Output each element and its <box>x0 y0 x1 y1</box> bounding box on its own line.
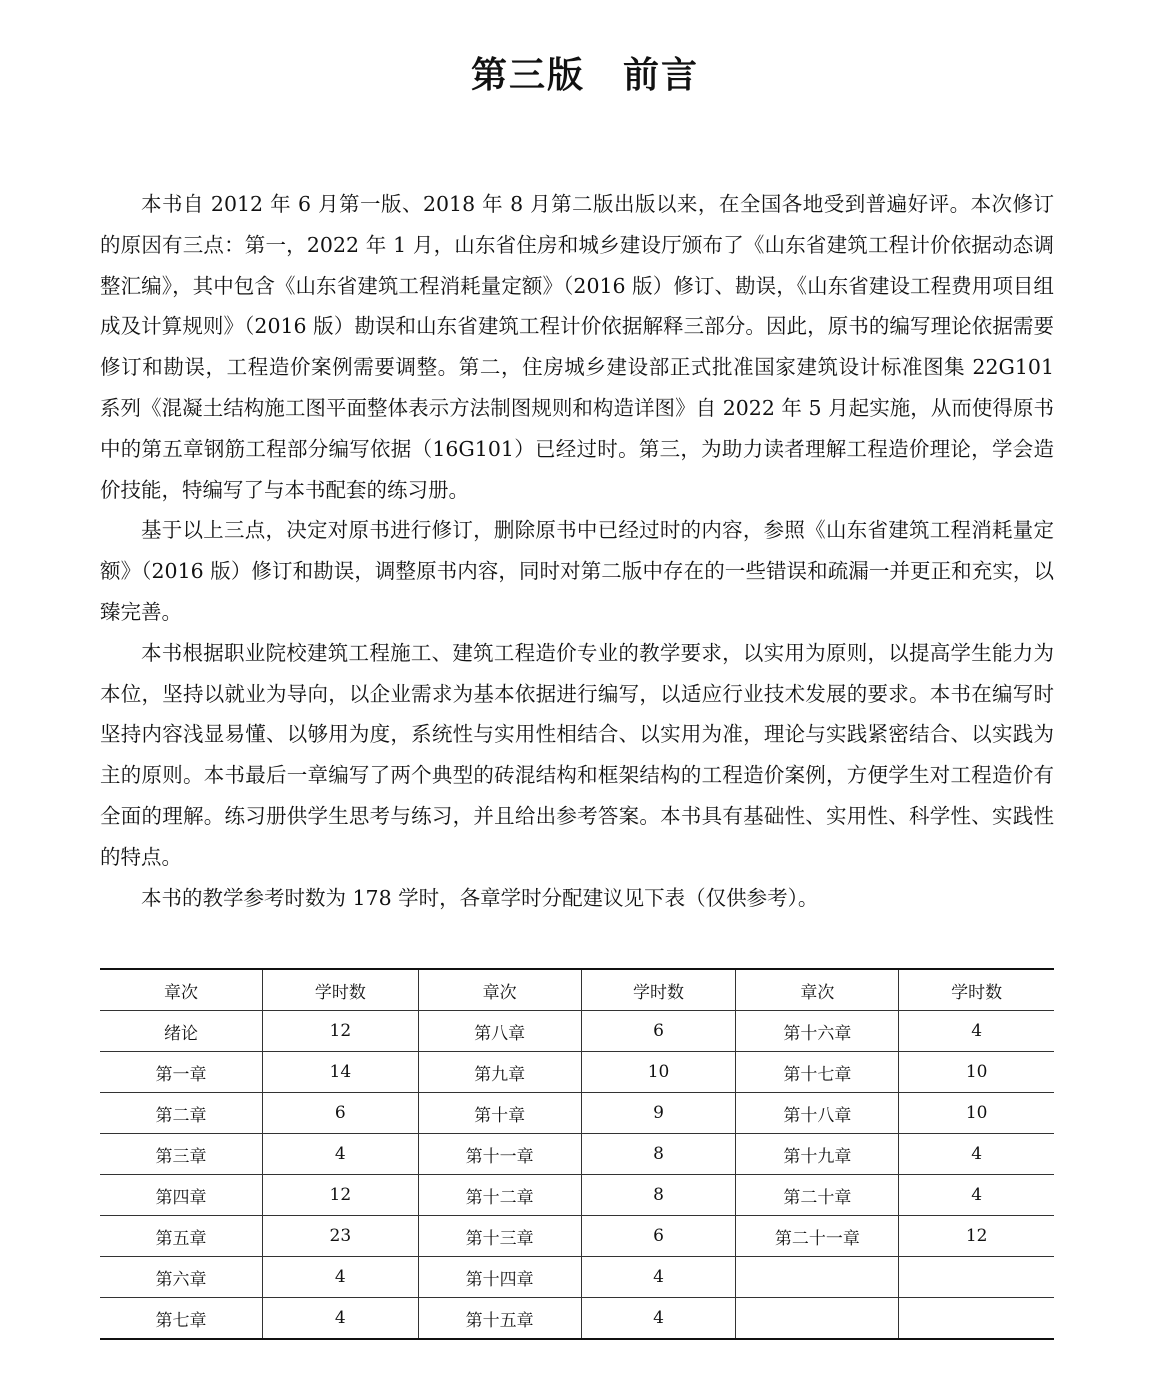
table-row <box>100 1011 418 1052</box>
table-row <box>736 1093 1054 1134</box>
hours-cell: 4 <box>334 1308 346 1328</box>
hours-cell: 4 <box>263 1134 418 1175</box>
chapter-cell: 第十二章 <box>418 1175 581 1216</box>
hours-cell: 10 <box>581 1052 736 1093</box>
table-row <box>418 1257 736 1298</box>
table-header-row <box>736 969 1054 1011</box>
table-header-row <box>100 969 418 1011</box>
chapter-cell: 第九章 <box>418 1052 581 1093</box>
hours-cell: 6 <box>263 1093 418 1134</box>
table-row <box>736 1298 1054 1340</box>
table-row <box>100 1052 418 1093</box>
table-row <box>418 1175 736 1216</box>
table-row <box>100 1257 418 1298</box>
chapter-cell: 第三章 <box>100 1134 263 1175</box>
hours-cell: 4 <box>263 1257 418 1298</box>
table-row <box>736 1011 1054 1052</box>
table-row <box>418 1011 736 1052</box>
hours-cell: 6 <box>581 1011 736 1052</box>
hours-cell: 10 <box>899 1093 1054 1134</box>
chapter-cell: 第十一章 <box>418 1134 581 1175</box>
chapter-cell <box>736 1298 899 1340</box>
paragraph-2: 基于以上三点，决定对原书进行修订，删除原书中已经过时的内容，参照《山东省建筑工程消耗量定额》（2016 版）修订和勘误，调整原书内容，同时对第二版中存在的一些错误和疏漏一并更正和充实，以臻完善。 <box>100 518 1054 624</box>
hours-cell: 12 <box>263 1175 418 1216</box>
chapter-cell: 第二十一章 <box>736 1216 899 1257</box>
chapter-cell: 第七章 <box>100 1298 263 1340</box>
chapter-cell: 第六章 <box>100 1257 263 1298</box>
chapter-cell: 第十章 <box>418 1093 581 1134</box>
hours-cell: 4 <box>653 1308 664 1328</box>
chapter-cell <box>736 1257 899 1298</box>
chapter-cell: 第四章 <box>100 1175 263 1216</box>
table-row <box>736 1134 1054 1175</box>
hours-cell: 9 <box>581 1093 736 1134</box>
table-row <box>736 1175 1054 1216</box>
preface-body <box>100 184 1054 918</box>
table-row <box>418 1093 736 1134</box>
hours-cell: 12 <box>263 1011 418 1052</box>
table-row <box>736 1052 1054 1093</box>
header-hours: 学时数 <box>581 969 736 1011</box>
header-hours: 学时数 <box>899 969 1054 1011</box>
hours-table-block-1 <box>100 968 418 1340</box>
table-row <box>418 1052 736 1093</box>
paragraph-3: 本书根据职业院校建筑工程施工、建筑工程造价专业的教学要求，以实用为原则，以提高学生能力为本位，坚持以就业为导向，以企业需求为基本依据进行编写，以适应行业技术发展的要求。本书在编写时坚持内容浅显易懂、以够用为度，系统性与实用性相结合、以实用为准，理论与实践紧密结合、以实践为主的原则。本书最后一章编写了两个典型的砖混结构和框架结构的工程造价案例，方便学生对工程造价有全面的理解。练习册供学生思考与练习，并且给出参考答案。本书具有基础性、实用性、科学性、实践性的特点。 <box>100 640 1054 869</box>
hours-cell: 6 <box>581 1216 736 1257</box>
table-row <box>100 1093 418 1134</box>
table-row <box>736 1216 1054 1257</box>
table-row <box>418 1298 736 1340</box>
chapter-cell: 第二十章 <box>736 1175 899 1216</box>
chapter-cell: 第八章 <box>418 1011 581 1052</box>
hours-cell: 4 <box>899 1134 1054 1175</box>
hours-cell: 8 <box>581 1134 736 1175</box>
header-chapter: 章次 <box>736 969 899 1011</box>
table-row <box>100 1298 418 1340</box>
hours-cell <box>899 1298 1054 1340</box>
header-chapter: 章次 <box>418 969 581 1011</box>
chapter-cell: 第十七章 <box>736 1052 899 1093</box>
chapter-cell: 第二章 <box>100 1093 263 1134</box>
hours-cell: 8 <box>581 1175 736 1216</box>
table-row <box>418 1216 736 1257</box>
table-row <box>100 1134 418 1175</box>
hours-cell: 10 <box>899 1052 1054 1093</box>
hours-cell: 12 <box>899 1216 1054 1257</box>
chapter-cell: 第一章 <box>100 1052 263 1093</box>
hours-cell <box>899 1257 1054 1298</box>
header-hours: 学时数 <box>263 969 418 1011</box>
hours-cell: 4 <box>581 1257 736 1298</box>
chapter-cell: 第十八章 <box>736 1093 899 1134</box>
hours-cell: 4 <box>899 1175 1054 1216</box>
chapter-cell: 第五章 <box>100 1216 263 1257</box>
table-row <box>736 1257 1054 1298</box>
chapter-cell: 绪论 <box>100 1011 263 1052</box>
page-title: 第三版 前言 <box>470 55 699 96</box>
hours-cell: 4 <box>899 1011 1054 1052</box>
hours-table-block-3 <box>736 968 1054 1340</box>
paragraph-4: 本书的教学参考时数为 178 学时，各章学时分配建议见下表（仅供参考）。 <box>141 885 819 910</box>
chapter-cell: 第十三章 <box>418 1216 581 1257</box>
chapter-cell: 第十六章 <box>736 1011 899 1052</box>
hours-cell: 23 <box>263 1216 418 1257</box>
chapter-cell: 第十五章 <box>418 1298 581 1340</box>
chapter-cell: 第十九章 <box>736 1134 899 1175</box>
hours-cell: 14 <box>263 1052 418 1093</box>
hours-table-block-2 <box>418 968 737 1340</box>
paragraph-1: 本书自 2012 年 6 月第一版、2018 年 8 月第二版出版以来，在全国各地受到普遍好评。本次修订的原因有三点：第一，2022 年 1 月，山东省住房和城乡建设厅颁布了《山东省建筑工程计价依据动态调整汇编》，其中包含《山东省建筑工程消耗量定额》（2016 版）修订、勘误，《山东省建设工程费用项目组成及计算规则》（2016 版）勘误和山东省建筑工程计价依据解释三部分。因此，原书的编写理论依据需要修订和勘误，工程造价案例需要调整。第二，住房城乡建设部正式批准国家建筑设计标准图集 22G101 系列《混凝土结构施工图平面整体表示方法制图规则和构造详图》自 2022 年 5 月起实施，从而使得原书中的第五章钢筋工程部分编写依据（16G101）已经过时。第三，为助力读者理解工程造价理论，学会造价技能，特编写了与本书配套的练习册。 <box>100 192 1054 502</box>
hours-table <box>100 968 1054 1337</box>
chapter-cell: 第十四章 <box>418 1257 581 1298</box>
table-row <box>100 1216 418 1257</box>
table-row <box>100 1175 418 1216</box>
table-row <box>418 1134 736 1175</box>
header-chapter: 章次 <box>100 969 263 1011</box>
table-header-row <box>418 969 736 1011</box>
